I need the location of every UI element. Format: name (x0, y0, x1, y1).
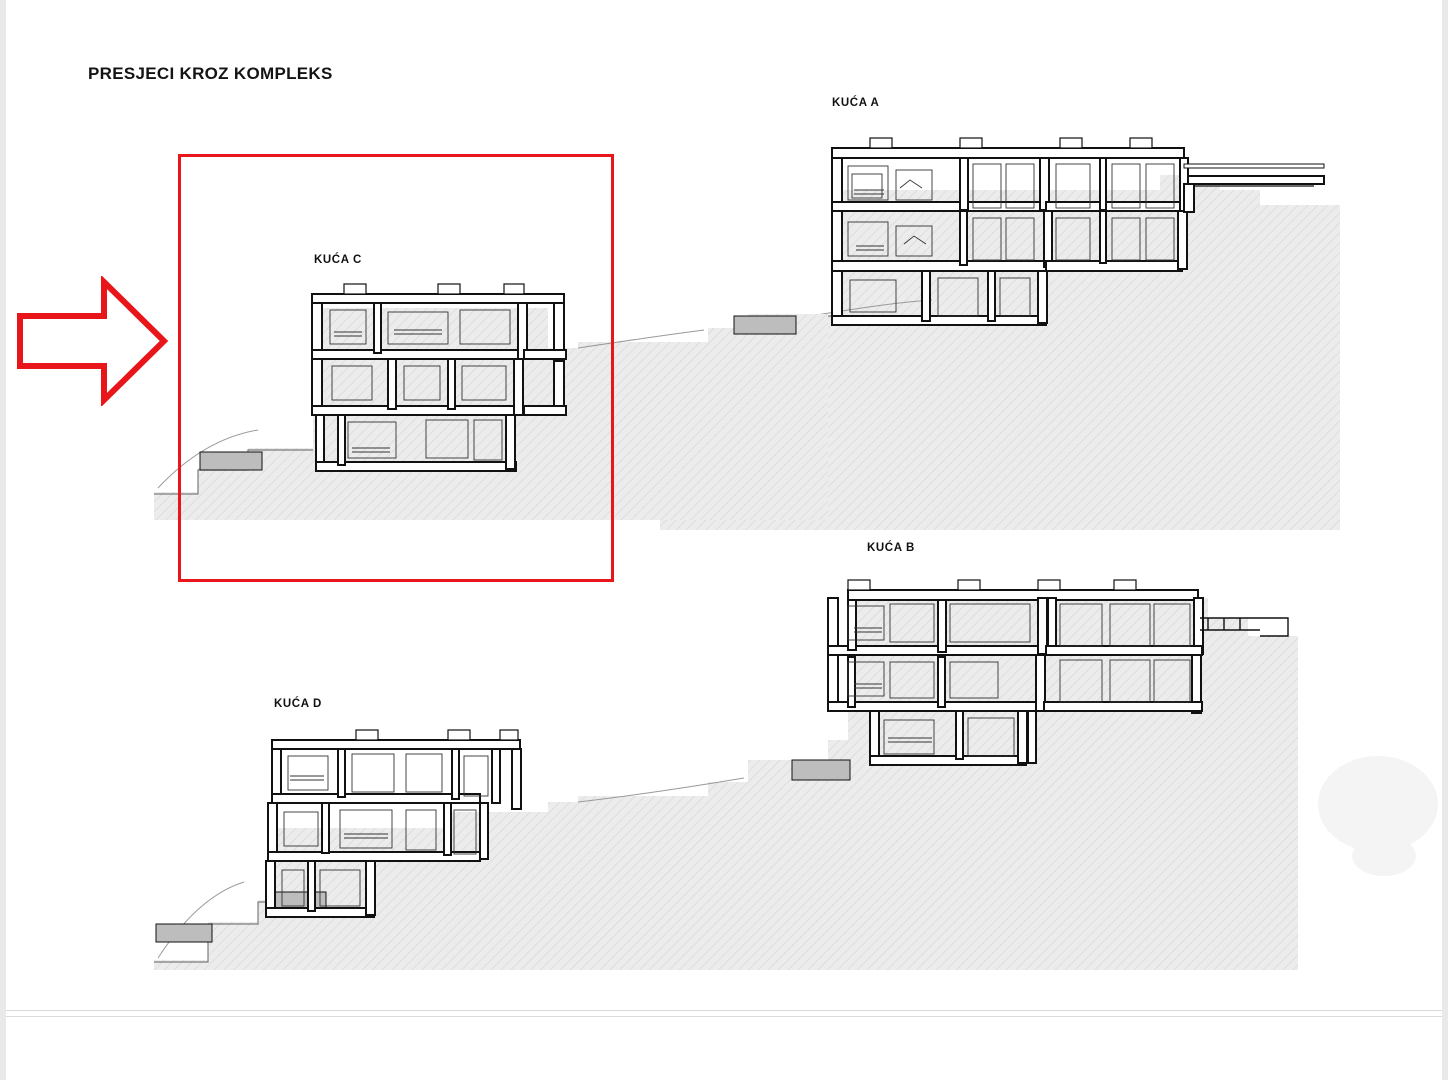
red-pointer-arrow (16, 276, 168, 406)
label-kuca-d: KUĆA D (274, 698, 322, 710)
label-kuca-b: KUĆA B (867, 542, 915, 554)
section-drawing-kuca-b-d (148, 570, 1298, 970)
red-highlight-box (178, 154, 614, 582)
page-title: PRESJECI KROZ KOMPLEKS (88, 64, 333, 83)
watermark-blob-2 (1352, 836, 1416, 876)
next-sheet-strip (6, 1016, 1442, 1081)
page-edge-right (1442, 0, 1448, 1080)
label-kuca-c: KUĆA C (314, 254, 362, 266)
label-kuca-a: KUĆA A (832, 97, 880, 109)
